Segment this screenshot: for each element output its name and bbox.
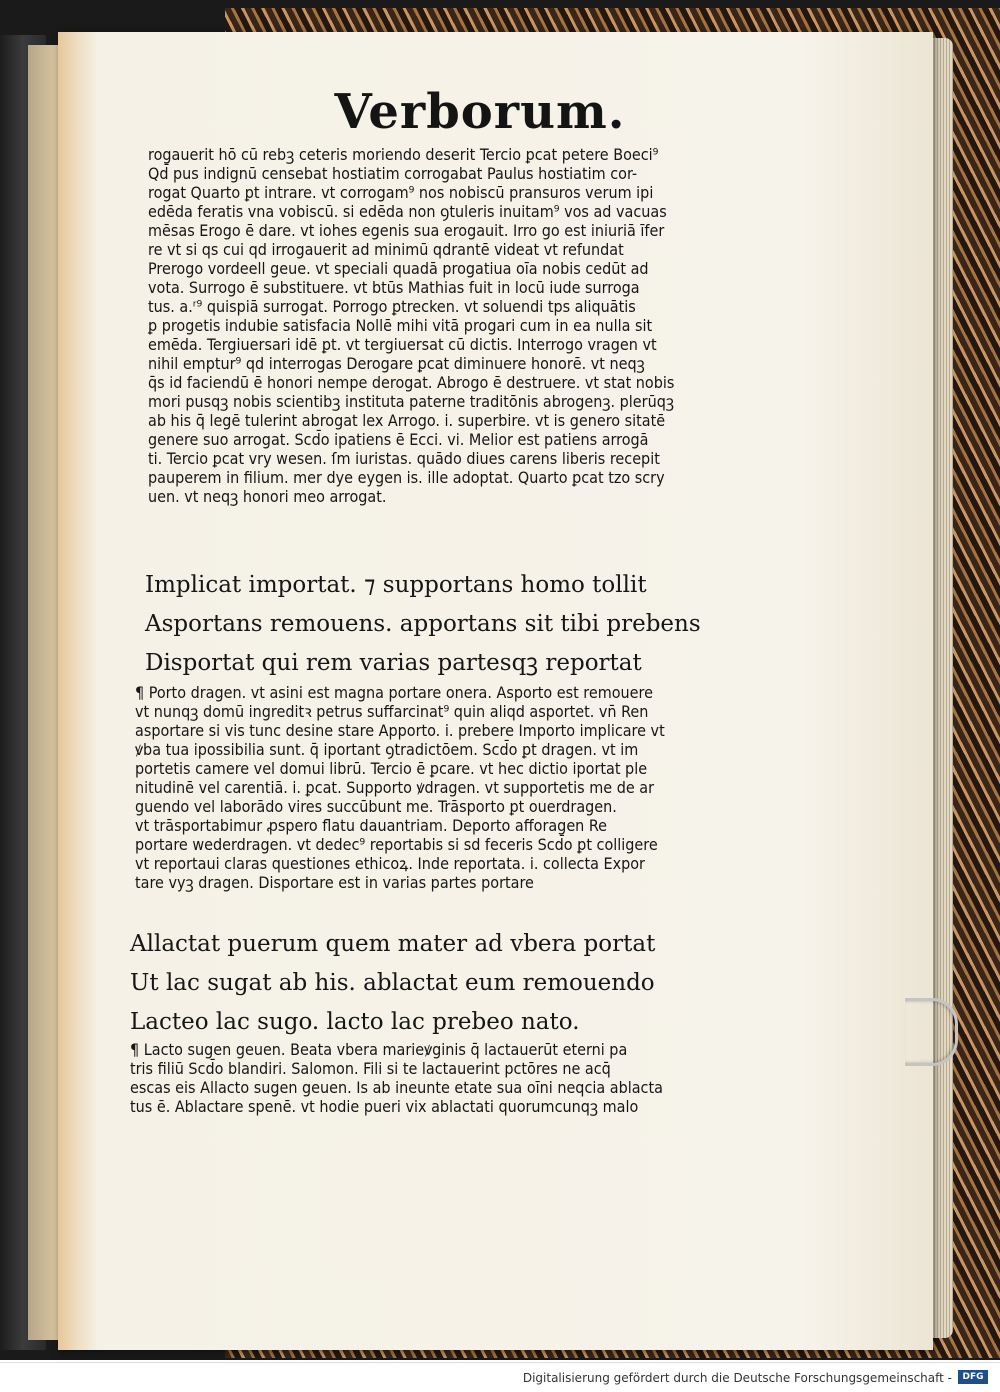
text-line: ¶ Porto dragen. vt asini est magna portare onera. Asporto est remouere xyxy=(135,683,653,702)
text-line: ti. Tercio ꝑcat vry wesen. ſm iuristas. quādo diues carens liberis recepit xyxy=(148,449,660,468)
verse-line: Ut lac sugat ab his. ablactat eum remouendo xyxy=(130,970,655,996)
running-head: Verborum. xyxy=(334,84,626,140)
footer-bar xyxy=(0,1362,1000,1392)
gloss-block-2 xyxy=(135,683,757,892)
text-line: vt trāsportabimur ꝓspero flatu dauantriam. Deporto afforagen Re xyxy=(135,816,608,835)
text-line: portare wederdragen. vt dedec⁹ reportabis si sd feceris Scd̄o ꝑt colligere xyxy=(135,835,658,854)
text-line: ab his q̄ legē tulerint abrogat lex Arrogo. i. superbire. vt is genero sitatē xyxy=(148,411,666,430)
verse-block-1 xyxy=(145,566,701,683)
text-line: vota. Surrogo ē substituere. vt btūs Mathias fuit in locū iude surroga xyxy=(148,278,640,297)
text-line: edēda feratis vna vobiscū. si edēda non ꝯtuleris inuitam⁹ vos ad vacuas xyxy=(148,202,667,221)
text-line: guendo vel laborādo vires succūbunt me. Trāsporto ꝑt ouerdragen. xyxy=(135,797,617,816)
paper-clip-icon xyxy=(905,998,958,1066)
verse-line: Disportat qui rem varias partesqꝫ reportat xyxy=(145,650,642,676)
text-line: genere suo arrogat. Scd̄o ipatiens ē Ecci. vi. Melior est patiens arrogā xyxy=(148,430,649,449)
text-line: uen. vt neqꝫ honori meo arrogat. xyxy=(148,487,387,506)
text-line: mori pusqꝫ nobis scientibꝫ instituta paterne traditōnis abrogenꝫ. plerūqꝫ xyxy=(148,392,675,411)
text-line: nihil emptur⁹ qd interrogas Derogare ꝑcat diminuere honorē. vt neqꝫ xyxy=(148,354,645,373)
text-line: asportare si vis tunc desine stare Apporto. i. prebere Importo implicare vt xyxy=(135,721,665,740)
text-line: Prerogo vordeell geue. vt speciali quadā progatiua oīa nobis cedūt ad xyxy=(148,259,649,278)
verse-line: Implicat importat. ⁊ supportans homo tollit xyxy=(145,572,647,598)
text-line: q̄s id faciendū ē honori nempe derogat. Abrogo ē destruere. vt stat nobis xyxy=(148,373,675,392)
gloss-block-1 xyxy=(148,145,770,506)
text-line: ꝑ progetis indubie satisfacia Nollē mihi vitā progari cum in ea nulla sit xyxy=(148,316,653,335)
text-line: nitudinē vel carentiā. i. ꝑcat. Supporto ꝟdragen. vt supportetis me de ar xyxy=(135,778,655,797)
text-line: Qd̄ pus indignū censebat hostiatim corrogabat Paulus hostiatim cor- xyxy=(148,164,638,183)
verse-line: Allactat puerum quem mater ad vbera portat xyxy=(130,931,656,957)
text-line: re vt si qs cui qd irrogauerit ad minimū qdrantē videat vt refundat xyxy=(148,240,624,259)
text-line: rogat Quarto ꝑt intrare. vt corrogam⁹ nos nobiscū pransuros verum ipi xyxy=(148,183,654,202)
text-line: portetis camere vel domui librū. Tercio ē ꝑcare. vt hec dictio iportat ple xyxy=(135,759,648,778)
gloss-block-3 xyxy=(130,1040,752,1116)
text-line: ¶ Lacto sugen geuen. Beata vbera marieꝟginis q̄ lactauerūt eterni pa xyxy=(130,1040,628,1059)
text-line: ꝟba tua ipossibilia sunt. q̄ iportant ꝯtradictōem. Scd̄o ꝑt dragen. vt im xyxy=(135,740,639,759)
text-line: escas eis Allacto sugen geuen. Is ab ineunte etate sua oīni neqcia ablacta xyxy=(130,1078,663,1097)
text-line: pauperem in filium. mer dye eygen is. ille adoptat. Quarto ꝑcat tzo scry xyxy=(148,468,665,487)
text-line: emēda. Tergiuersari idē ꝑt. vt tergiuersat cū dictis. Interrogo vragen vt xyxy=(148,335,657,354)
text-line: vt reportaui claras questiones ethicoꝝ. Inde reportata. i. collecta Expor xyxy=(135,854,645,873)
text-line: vt nunqꝫ domū ingreditꝛ petrus suffarcinat⁹ quin aliqd asportet. vn̄ Ren xyxy=(135,702,649,721)
funding-credit: Digitalisierung gefördert durch die Deutsche Forschungsgemeinschaft - xyxy=(522,1371,952,1385)
text-line: tus ē. Ablactare spenē. vt hodie pueri vix ablactati quorumcunqꝫ malo xyxy=(130,1097,639,1116)
text-line: rogauerit hō cū rebꝫ ceteris moriendo deserit Tercio ꝑcat petere Boeci⁹ xyxy=(148,145,659,164)
text-line: tus. a.ʳ⁹ quispiā surrogat. Porrogo ꝑtrecken. vt soluendi tps aliquātis xyxy=(148,297,636,316)
dfg-logo-icon: DFG xyxy=(958,1370,988,1384)
verse-line: Lacteo lac sugo. lacto lac prebeo nato. xyxy=(130,1009,580,1035)
text-line: mēsas Erogo ē dare. vt iohes egenis sua erogauit. Irro go est iniuriā īfer xyxy=(148,221,665,240)
verse-block-2 xyxy=(130,925,656,1042)
text-line: tris filiū Scd̄o blandiri. Salomon. Fili si te lactauerint pctōres ne acq̄ xyxy=(130,1059,611,1078)
verse-line: Asportans remouens. apportans sit tibi prebens xyxy=(145,611,701,637)
text-line: tare vyꝫ dragen. Disportare est in varias partes portare xyxy=(135,873,534,892)
